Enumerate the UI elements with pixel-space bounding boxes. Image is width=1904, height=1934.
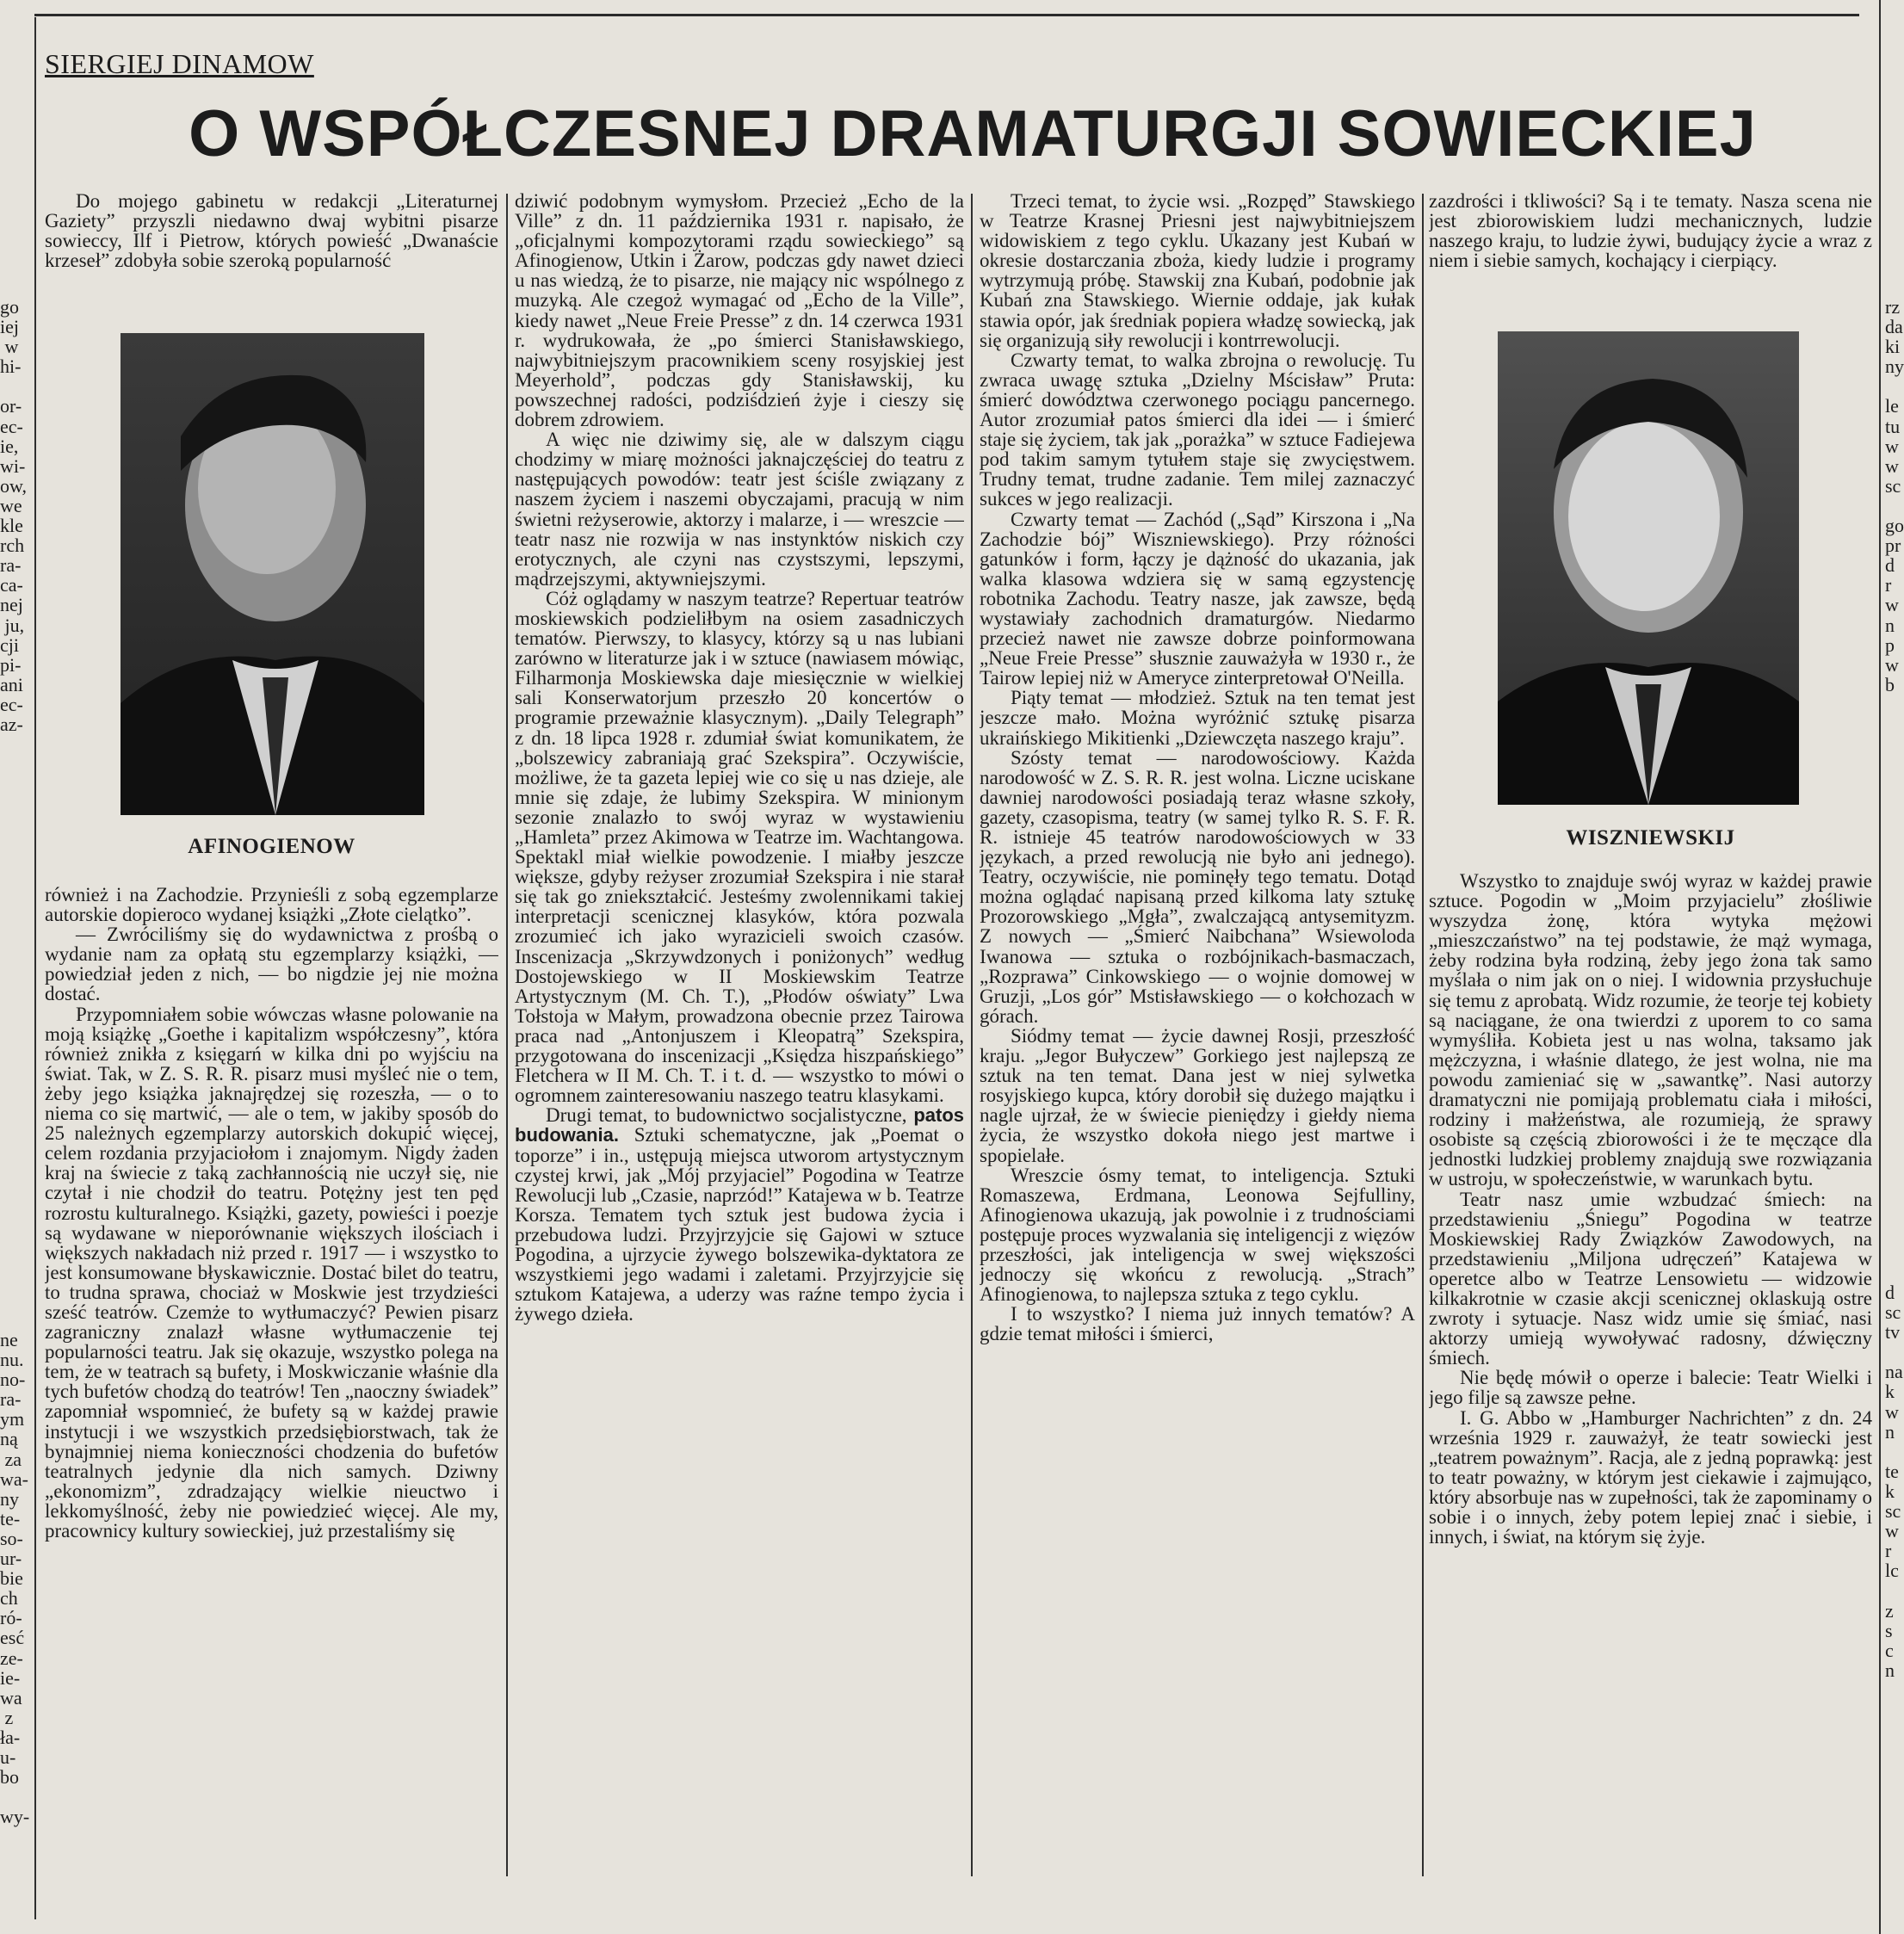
paragraph: Przypomniałem sobie wówczas własne polowanie na moją książkę „Goethe i kapitalizm współczesny”, która również znikła z księgarń w kilka dni po wyjściu na świat. Tak, w Z. S. R. R. pisarz musi myśleć nie o tem, żeby jego książka jaknajrędzej się rozeszła, — o to niema co się martwić, — ale o tem, w jakiby sposób do 25 należnych egzemplarzy autorskich dokupić więcej, celem rozdania przyjaciołom i znajomym. Nigdy żaden kraj na świecie z taką zachłannością nie uczył się, nie czytał i nie chodził do teatru. Potężny jest ten pęd rozrostu kulturalnego. Książki, gazety, powieści i poezje są wydawane w nieporównanie większych ilościach i większych nakładach niż przed r. 1917 — i wszystko to jest konsumowane błyskawicznie. Dostać bilet do teatru, to trudna sprawa, chociaż w Moskwie jest trzydzieści sześć teatrów. Czemże to wytłumaczyć? Pewien pisarz zagraniczny znalazł własne wytłumaczenie tej popularności teatru. Jak się okazuje, wszystko polega na tem, że w teatrach są bufety, i Moskwiczanie właśnie dla tych bufetów chodzą do teatrów! Ten „naoczny świadek” zapomniał wspomnieć, że bufety są w każdej prawie instytucji i we wszystkich przedsiębiorstwach, tak że bynajmniej niema konieczności chodzenia do bufetów teatralnych jedynie dla nich samych. Dziwny „ekonomizm”, zdradzający wielkie nieuctwo i lekkomyślność, żeby nie powiedzieć więcej. Ale my, pracownicy kultury sowieckiej, już przestaliśmy się xyxy=(45,1003,498,1542)
paragraph xyxy=(515,1105,964,1324)
article-headline: O WSPÓŁCZESNEJ DRAMATURGJI SOWIECKIEJ xyxy=(189,97,1757,170)
column-rule-3 xyxy=(1422,194,1424,1876)
paragraph: Szósty temat — narodowościowy. Każda narodowość w Z. S. R. R. jest wolna. Liczne uciskane dawniej narodowości posiadają teraz własne szkoły, gazety, czasopisma, teatry (w samej tylko R. S. F. R. R. istnieje 45 teatrów narodowościowych w 33 językach, a przed rewolucją nie było ani jednego). Teatry, oczywiście, nie pominęły tego tematu. Dotąd można oglądać napisaną przed kilkoma laty sztukę Prozorowskiego „Mgła”, zwalczającą antysemityzm. Z nowych — „Śmierć Naibchana” Wsiewoloda Iwanowa — sztuka o rozbójnikach-basmaczach, „Rozprawa” Cinkowskiego — o wojnie domowej w Gruzji, „Los gór” Mstisławskiego — o kołchozach w górach. xyxy=(980,746,1415,1027)
paragraph: zazdrości i tkliwości? Są i te tematy. Nasza scena nie jest zbiorowiskiem ludzi mechanicznych, ludzie naszego kraju, to ludzie żywi, budujący życie a wraz z niem i siebie samych, kochający i cierpiący. xyxy=(1429,191,1872,272)
bold-phrase: patos budowania. xyxy=(515,1104,964,1146)
paragraph: I to wszystko? I niema już innych tematów? A gdzie temat miłości i śmierci, xyxy=(980,1303,1415,1345)
photo-caption-afinogienow: AFINOGIENOW xyxy=(188,835,355,858)
column-3 xyxy=(980,191,1415,1912)
paragraph: również i na Zachodzie. Przynieśli z sobą egzemplarze autorskie dopieroco wydanej książki „Złote cielątko”. xyxy=(45,885,498,926)
paragraph: Czwarty temat, to walka zbrojna o rewolucję. Tu zwraca uwagę sztuka „Dzielny Mścisław” Pruta: śmierć dowództwa czerwonego pociągu pancernego. Autor zrozumiał patos śmierci dla idei — i śmierć staje się życiem, tak jak „porażka” w sztuce Fadiejewa pod takim samym tytułem staje się zwycięstwem. Trudny temat, trudne zadanie. Tem milej zaznaczyć sukces w jego realizacji. xyxy=(980,349,1415,510)
paragraph: Piąty temat — młodzież. Sztuk na ten temat jest jeszcze mało. Można wyróżnić sztukę pisarza ukraińskiego Mikitienki „Dziewczęta naszego kraju”. xyxy=(980,687,1415,749)
paragraph: Nie będę mówił o operze i balecie: Teatr Wielki i jego filje są zawsze pełne. xyxy=(1429,1367,1872,1409)
paragraph: — Zwróciliśmy się do wydawnictwa z prośbą o wydanie nam za opłatą stu egzemplarzy książki, — powiedział jeden z nich, — bo nigdzie jej nie można dostać. xyxy=(45,924,498,1005)
left-margin-fragments-lower: ne nu. no- ra- ym ną za wa- ny te- so- ur- bie ch ró- esć ze- ie- wa z ła- u- bo wy- xyxy=(0,1330,30,1828)
column-2 xyxy=(515,191,964,1912)
paragraph: I. G. Abbo w „Hamburger Nachrichten” z dn. 24 września 1929 r. zauważył, że teatr sowiecki jest „teatrem poważnym”. Racja, ale z jedną poprawką: jest to teatr poważny, w którym jest ciekawie i zajmująco, który absorbuje nas w zupełności, tak że zapominamy o sobie i o innych, żeby potem lepiej znać i siebie, i innych, i świat, na którym się żyje. xyxy=(1429,1406,1872,1548)
paragraph: Wreszcie ósmy temat, to inteligencja. Sztuki Romaszewa, Erdmana, Leonowa Sejfulliny, Afinogienowa ukazują, jak powolnie i z trudnościami postępuje proces wyzwalania się inteligencji z więzów przeszłości, jak inteligencja w swej większości jednoczy się wkońcu z rewolucją. „Strach” Afinogienowa, to najlepsza sztuka z tego cyklu. xyxy=(980,1164,1415,1306)
column-rule-2 xyxy=(971,194,973,1876)
paragraph: Cóż oglądamy w naszym teatrze? Repertuar teatrów moskiewskich podzieliłbym na osiem zasadniczych tematów. Pierwszy, to klasycy, którzy są u nas lubiani zarówno w literaturze jak i w sztuce (nawiasem mówiąc, Filharmonja Moskiewska daje miesięcznie w wielkiej sali Konserwatorjum przeszło 20 koncertów o programie przeważnie klasycznym). „Daily Telegraph” z dn. 18 lipca 1928 r. zdumiał świat komunikatem, że „bolszewicy zabraniają grać Szekspira”. Oczywiście, możliwe, że ta gazeta lepiej wie co się u nas dzieje, ale mnie się zdaje, że lubimy Szekspira. W minionym sezonie znalazło to swój wyraz w wystawieniu „Hamleta” przez Akimowa w Teatrze im. Wachtangowa. Spektakl miał wielkie powodzenie. I miałby jeszcze większe, gdyby reżyser zrozumiał Szekspira i nie starał się tak go zniekształcić. Jesteśmy zwolennikami takiej interpretacji scenicznej klasyków, która pozwala zrozumieć ich jako wyrazicieli swoich czasów. Inscenizacja „Skrzywdzonych i poniżonych” według Dostojewskiego w II Moskiewskim Teatrze Artystycznym (M. Ch. T.), „Płodów oświaty” Lwa Tołstoja w Małym, prowadzona obecnie przez Tairowa praca nad „Antonjuszem i Kleopatrą” Szekspira, przygotowana do inscenizacji „Księdza hiszpańskiego” Fletchera w II M. Ch. T. i t. d. — wszystko to mówi o ogromnem zainteresowaniu naszego teatru klasykami. xyxy=(515,587,964,1107)
left-margin-fragments: go iej w hi- or- ec- ie, wi- ow, we kle rch ra- ca- nej ju, cji pi- ani ec- az- xyxy=(0,297,27,735)
paragraph: dziwić podobnym wymysłom. Przecież „Echo de la Ville” z dn. 11 października 1931 r. napisało, że „oficjalnymi kompozytorami rządu sowieckiego” są Afinogienow, Utkin i Żarow, podczas gdy nawet dzieci u nas wiedzą, że to pisarze, nie mający nic wspólnego z muzyką. Ale czegoż wymagać od „Echo de la Ville”, kiedy nawet „Neue Freie Presse” z dn. 14 czerwca 1931 r. wydrukowała, że „po śmierci Stanisławskiego, najwybitniejszym pracownikiem sceny rosyjskiej jest Meyerhold”, podczas gdy Stanisławskij, ku powszechnej radości, podziśdzień żyje i cieszy się dobrem zdrowiem. xyxy=(515,191,964,431)
paragraph: Czwarty temat — Zachód („Sąd” Kirszona i „Na Zachodzie bój” Wiszniewskiego). Przy różności gatunków i form, łączy je dążność do ukazania, jak walka klasowa wdziera się w samą egzystencję robotnika Zachodu. Teatry nasze, jak zawsze, będą wystawiały zachodnich dramaturgów. Niedarmo przecież nawet nie zawsze dobrze poinformowana „Neue Freie Presse” słusznie zauważyła w 1930 r., że Tairow lepiej niż w Ameryce zinterpretował O'Neilla. xyxy=(980,508,1415,689)
wiszniewskij-portrait xyxy=(1498,331,1799,805)
left-edge-rule xyxy=(34,17,36,1919)
text-run: Drugi temat, to budownictwo socjalistyczne, xyxy=(546,1104,907,1127)
column-1-bottom xyxy=(45,885,498,1918)
column-4-bottom xyxy=(1429,871,1872,1912)
right-edge-rule xyxy=(1879,0,1881,1934)
right-margin-fragments: rz da ki ny le tu w w sc go pr d r w n p w b xyxy=(1885,297,1904,695)
top-rule xyxy=(34,14,1859,16)
article-author: SIERGIEJ DINAMOW xyxy=(45,48,314,79)
column-4-top xyxy=(1429,191,1872,312)
paragraph: Do mojego gabinetu w redakcji „Literaturnej Gaziety” przyszli niedawno dwaj wybitni pisarze sowieccy, Ilf i Pietrow, których powieść „Dwanaście krzeseł” zdobyła sobie szeroką popularność xyxy=(45,191,498,272)
paragraph: Wszystko to znajduje swój wyraz w każdej prawie sztuce. Pogodin w „Moim przyjacielu” złośliwie wyszydza żonę, która wytyka mężowi „mieszczaństwo” na tej podstawie, że mąż wymaga, żeby rodzina była rodziną, żeby jego żona tak samo myślała o nim jak on o niej. I widownia przysłuchuje się temu z aprobatą. Widz rozumie, że teorje tej kobiety są naciągane, że ona twierdzi z uporem to co sama wymyśliła. Kobieta jest u nas wolna, taksamo jak mężczyzna, i właśnie dlatego, że jest wolna, nie ma powodu zamieniać się w „sawantkę”. Nasi autorzy dramatyczni nie pomijają problematu ciała i miłości, rodziny i małżeństwa, ale rozumieją, że sprawy osobiste są częścią zbiorowości i że te męczące dla jednostki ludzkiej problemy znajdują swe rozwiązania w ustroju, w społeczeństwie, w warunkach bytu. xyxy=(1429,871,1872,1190)
afinogienow-portrait xyxy=(121,333,424,815)
photo-caption-wiszniewskij: WISZNIEWSKIJ xyxy=(1566,826,1735,850)
column-1-top xyxy=(45,191,498,312)
paragraph: A więc nie dziwimy się, ale w dalszym ciągu chodzimy w miarę możności jaknajczęściej do teatru z następujących powodów: teatr jest ściśle związany z naszem życiem i naszemi obyczajami, pracują w nim świetni reżyserowie, aktorzy i malarze, i — wreszcie — teatr nasz nie rozwija w nas instynktów niskich czy erotycznych, ale czyni nas czystszymi, lepszymi, mądrzejszymi, aktywniejszymi. xyxy=(515,429,964,590)
paragraph: Siódmy temat — życie dawnej Rosji, przeszłość kraju. „Jegor Bułyczew” Gorkiego jest najlepszą ze sztuk na ten temat. Dana jest w niej sylwetka rosyjskiego kupca, który dorobił się dużego majątku i nagle ujrzał, że w świecie pieniędzy i giełdy niema życia, że wszystko dokoła niego jest martwe i spopielałe. xyxy=(980,1024,1415,1166)
text-run: Sztuki schematyczne, jak „Poemat o toporze” i in., ustępują miejsca utworom artystycznym czystej krwi, jak „Mój przyjaciel” Pogodina w Teatrze Rewolucji lub „Czasie, naprzód!” Katajewa w b. Teatrze Korsza. Tematem tych sztuk jest budowa życia i przebudowa ludzi. Przyjrzyjcie się Gajowi w sztuce Pogodina, a ujrzycie żywego bolszewika-dyktatora ze wszystkiemi jego wadami i zaletami. Przyjrzyjcie się sztukom Katajewa, a uderzy was raźne tempo życia i żywego dzieła. xyxy=(515,1124,964,1325)
right-margin-fragments-lower: d sc tv na k w n te k sc w r lc z s c n xyxy=(1885,1282,1903,1681)
paragraph: Trzeci temat, to życie wsi. „Rozpęd” Stawskiego w Teatrze Krasnej Priesni jest najwybitniejszem widowiskiem z tego cyklu. Ukazany jest Kubań w okresie dostarczania zboża, kiedy ludzie i programy wytrzymują próbę. Stawskij zna Kubań, podobnie jak Kubań zna Stawskiego. Wiernie oddaje, jak kułak stawia opór, jak średniak popiera władzę sowiecką, jak się organizują siły rewolucji i kontrrewolucji. xyxy=(980,191,1415,351)
column-rule-1 xyxy=(506,194,508,1876)
paragraph: Teatr nasz umie wzbudzać śmiech: na przedstawieniu „Śniegu” Pogodina w teatrze Moskiewskiej Rady Związków Zawodowych, na przedstawieniu „Miljona udręczeń” Katajewa w operetce albo w Teatrze Lensowietu — widzowie kilkakrotnie w czasie akcji scenicznej oklaskują ostre zwroty i sytuacje. Nasz widz umie się śmiać, nasi aktorzy umieją wywoływać radosny, dźwięczny śmiech. xyxy=(1429,1188,1872,1369)
